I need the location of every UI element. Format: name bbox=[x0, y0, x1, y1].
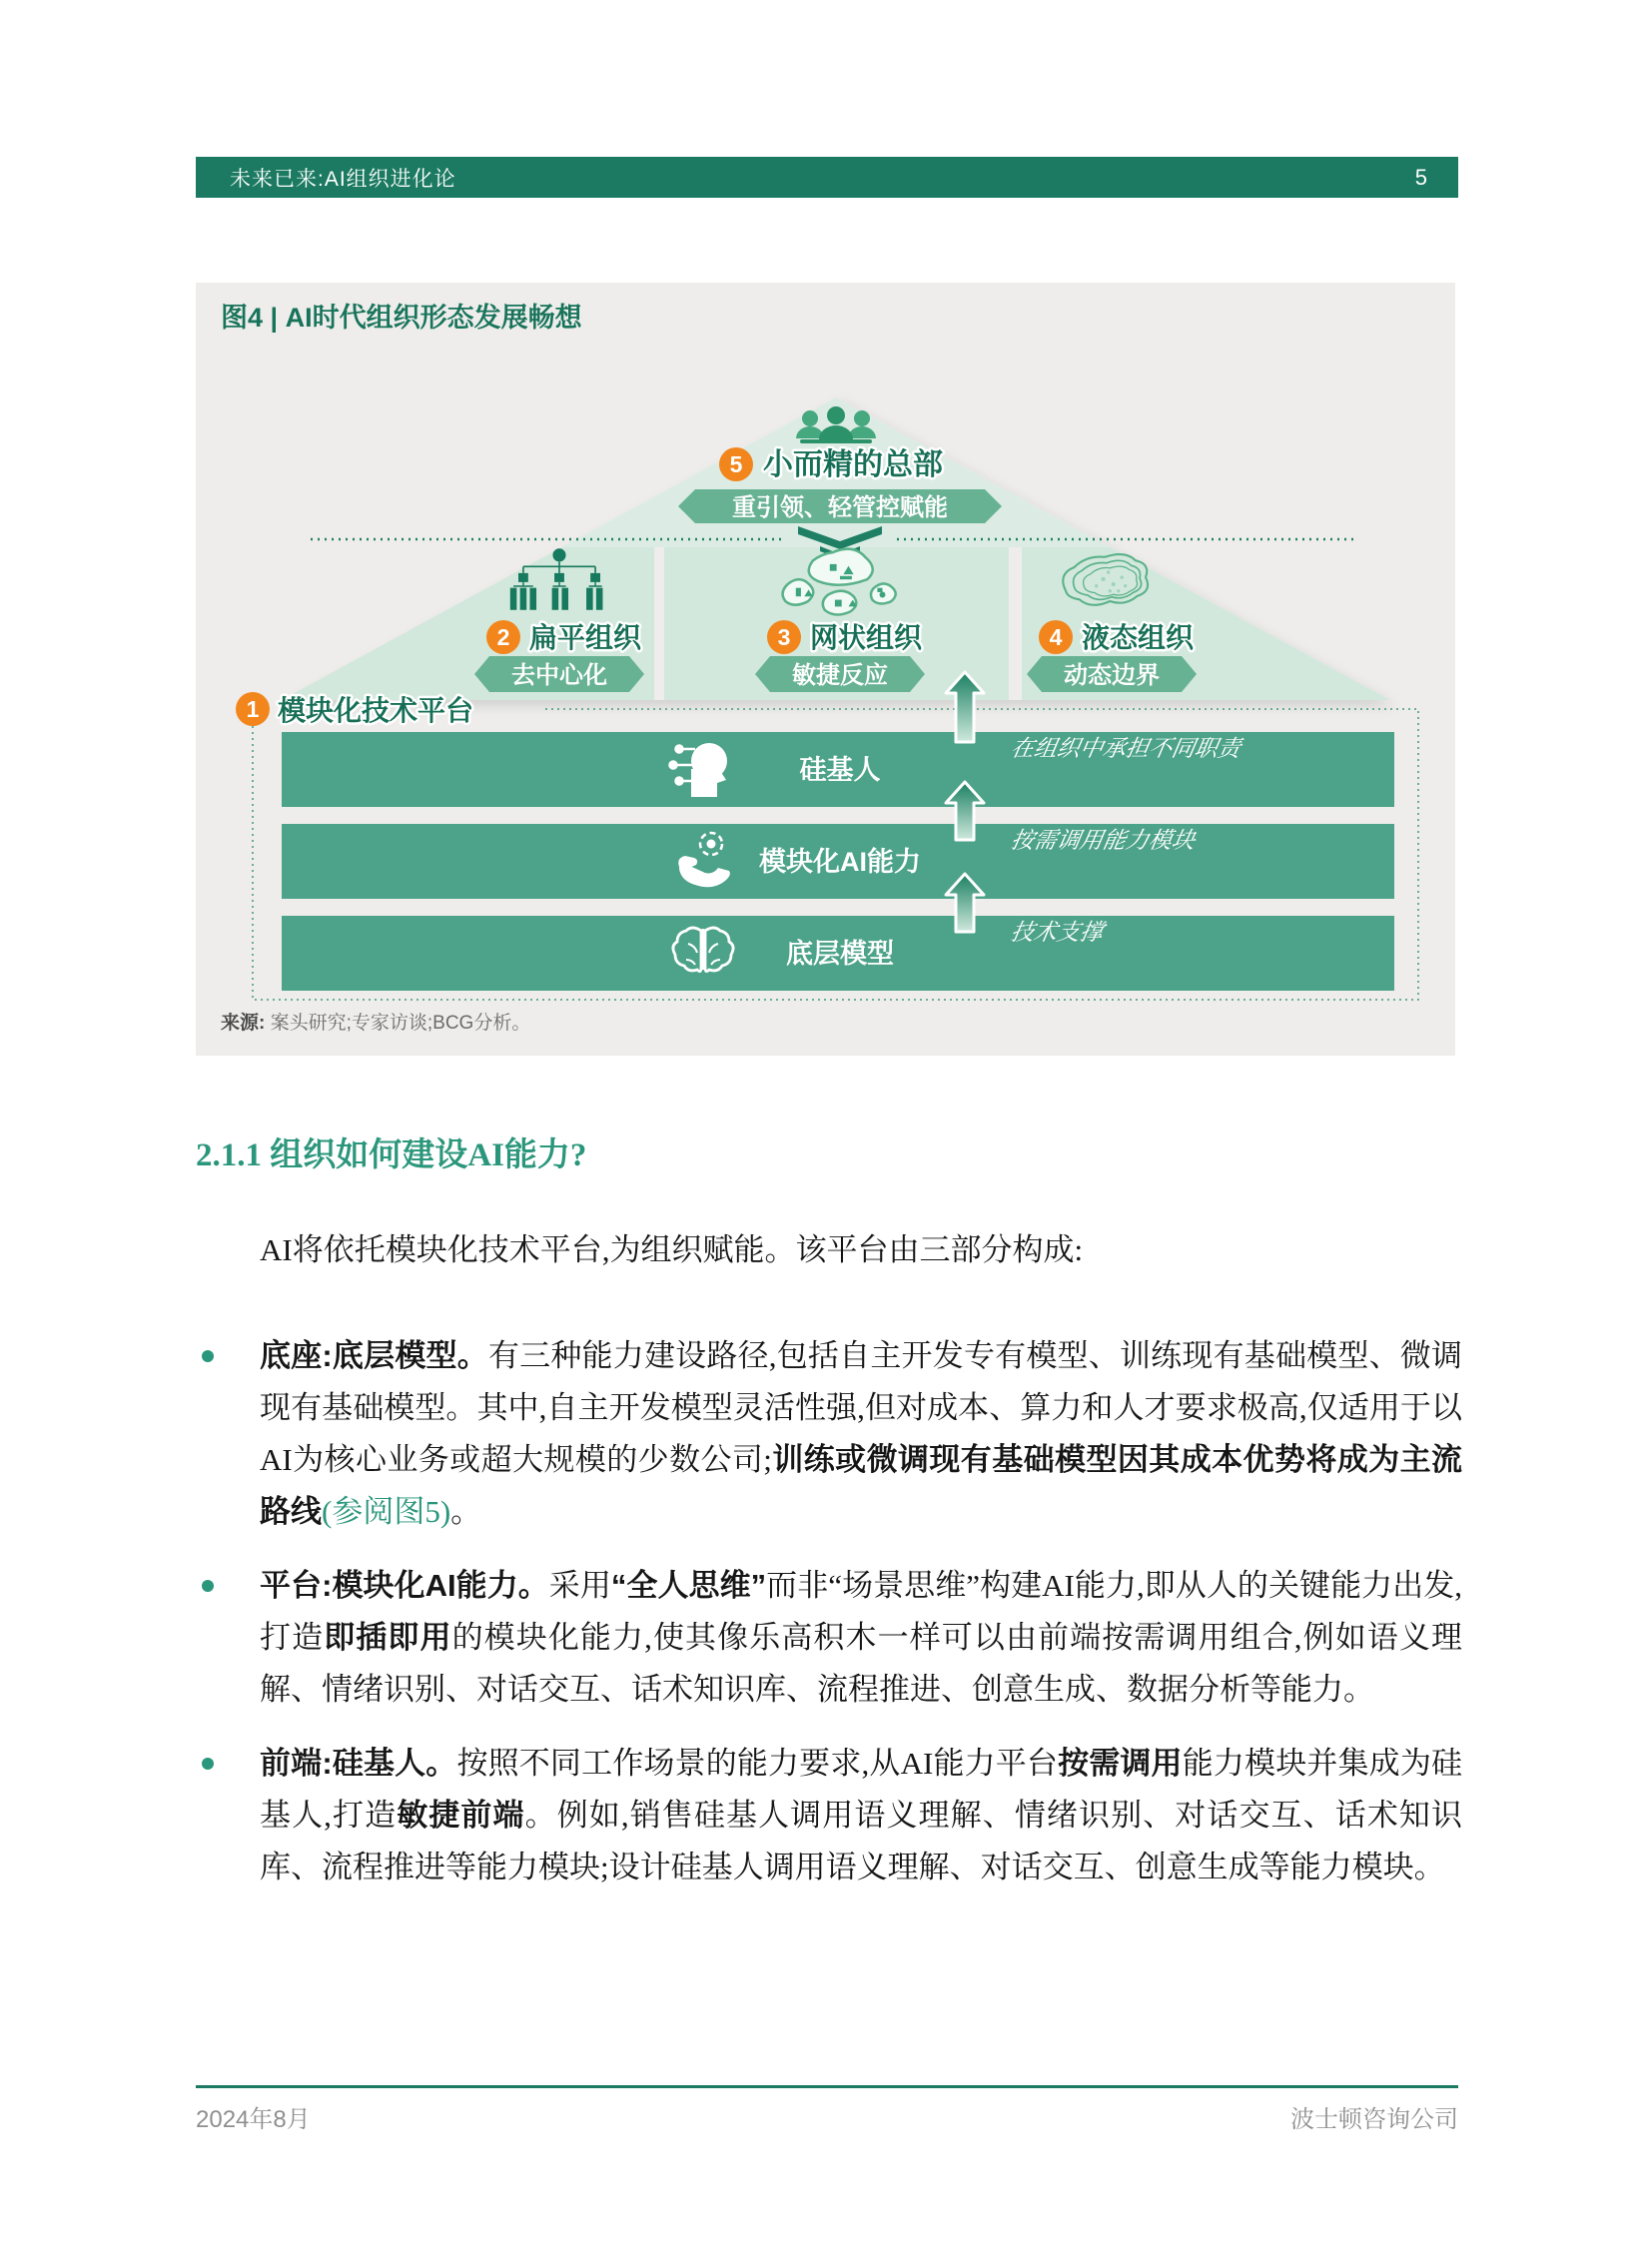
up-arrows bbox=[946, 672, 984, 932]
pyramid-diagram bbox=[196, 333, 1455, 1022]
layer-label: 底层模型 bbox=[786, 939, 894, 969]
headquarters-label: 小而精的总部 bbox=[763, 448, 943, 481]
text-run: 能力模块并集成为硅基人,打造 bbox=[260, 1746, 1462, 1833]
step-number: 1 bbox=[246, 696, 260, 722]
section-heading: 2.1.1 组织如何建设AI能力? bbox=[196, 1137, 587, 1173]
platform-layer-ai-modules bbox=[282, 824, 1394, 899]
source-label: 来源: bbox=[221, 1013, 266, 1034]
bullet-item-base bbox=[196, 1330, 1462, 1538]
figure-4 bbox=[196, 283, 1455, 1056]
footer-company: 波士顿咨询公司 bbox=[1290, 2106, 1458, 2133]
bullet-dot-icon bbox=[202, 1758, 214, 1770]
page-header bbox=[196, 157, 1458, 198]
layer-label: 模块化AI能力 bbox=[759, 847, 921, 877]
text-run: 。例如,销售硅基人调用语义理解、情绪识别、对话交互、话术知识库、流程推进等能力模块;设计硅基人调用语义理解、对话交互、创意生成等能力模块。 bbox=[260, 1798, 1463, 1884]
text-run: 有三种能力建设路径,包括自主开发专有模型、训练现有基础模型、微调现有基础模型。其中,自主开发模型灵活性强,但对成本、算力和人才要求极高,仅适用于以AI为核心业务或超大规模的少数公司; bbox=[260, 1338, 1462, 1477]
intro-paragraph: AI将依托模块化技术平台,为组织赋能。该平台由三部分构成: bbox=[260, 1232, 1084, 1267]
bullet-item-frontend bbox=[196, 1738, 1462, 1893]
source-text: 案头研究;专家访谈;BCG分析。 bbox=[270, 1013, 531, 1034]
liquid-org-banner-text: 动态边界 bbox=[1064, 662, 1160, 689]
flat-org-label: 扁平组织 bbox=[529, 622, 642, 653]
page-number: 5 bbox=[1414, 164, 1428, 190]
text-run: 的模块化能力,使其像乐高积木一样可以由前端按需调用组合,例如语义理解、情绪识别、对话交互、话术知识库、流程推进、创意生成、数据分析等能力。 bbox=[260, 1620, 1463, 1707]
text-run: 前端:硅基人。 bbox=[260, 1746, 457, 1781]
layer-annotation: 按需调用能力模块 bbox=[1008, 828, 1198, 854]
headquarters-banner-text: 重引领、轻管控赋能 bbox=[732, 494, 948, 521]
step-number: 4 bbox=[1049, 624, 1063, 650]
bullet-dot-icon bbox=[202, 1580, 214, 1592]
page-footer bbox=[196, 2099, 1458, 2134]
bullet-item-platform bbox=[196, 1560, 1462, 1716]
liquid-org-label: 液态组织 bbox=[1082, 622, 1195, 653]
text-run: 。 bbox=[450, 1494, 482, 1529]
step-number: 3 bbox=[777, 624, 791, 650]
flat-org-banner-text: 去中心化 bbox=[511, 662, 607, 689]
text-run: 训练或微调现有基础模型因其成本优势将成为主流路线 bbox=[260, 1442, 1462, 1529]
layer-label: 硅基人 bbox=[799, 755, 881, 785]
text-run: 而非“场景思维”构建AI能力,即从人的关键能力出发,打造 bbox=[260, 1568, 1463, 1655]
text-run: 底座:底层模型。 bbox=[260, 1338, 488, 1373]
network-org-banner-text: 敏捷反应 bbox=[792, 662, 888, 689]
bullet-text bbox=[260, 1338, 1462, 1529]
layer-annotation: 技术支撑 bbox=[1008, 920, 1106, 946]
platform-layer-silicon-human bbox=[282, 732, 1394, 807]
bullet-text bbox=[260, 1746, 1462, 1884]
report-title: 未来已来:AI组织进化论 bbox=[230, 167, 456, 191]
bullet-dot-icon bbox=[202, 1350, 214, 1362]
figure-ref-link[interactable]: (参阅图5) bbox=[322, 1494, 451, 1529]
figure-title: 图4 | AI时代组织形态发展畅想 bbox=[221, 303, 582, 333]
text-run: “全人思维” bbox=[610, 1568, 767, 1603]
layer-annotation: 在组织中承担不同职责 bbox=[1008, 736, 1243, 762]
text-run: 按照不同工作场景的能力要求,从AI能力平台 bbox=[456, 1746, 1059, 1781]
figure-source bbox=[221, 1008, 530, 1035]
step-number: 5 bbox=[729, 451, 743, 477]
bullet-list bbox=[196, 1330, 1462, 1915]
footer-rule bbox=[196, 2085, 1458, 2088]
step-number: 2 bbox=[496, 624, 510, 650]
panel-gap bbox=[1009, 547, 1022, 700]
text-run: 即插即用 bbox=[324, 1620, 452, 1655]
bullet-text bbox=[260, 1568, 1462, 1707]
text-run: 敏捷前端 bbox=[397, 1798, 525, 1833]
network-org-label: 网状组织 bbox=[810, 622, 923, 653]
platform-layer-base-model bbox=[282, 916, 1394, 991]
platform-label: 模块化技术平台 bbox=[278, 695, 474, 726]
panel-gap bbox=[654, 547, 664, 700]
text-run: 采用 bbox=[548, 1568, 611, 1603]
footer-date: 2024年8月 bbox=[196, 2106, 311, 2133]
text-run: 平台:模块化AI能力。 bbox=[260, 1568, 549, 1603]
text-run: 按需调用 bbox=[1058, 1746, 1183, 1781]
